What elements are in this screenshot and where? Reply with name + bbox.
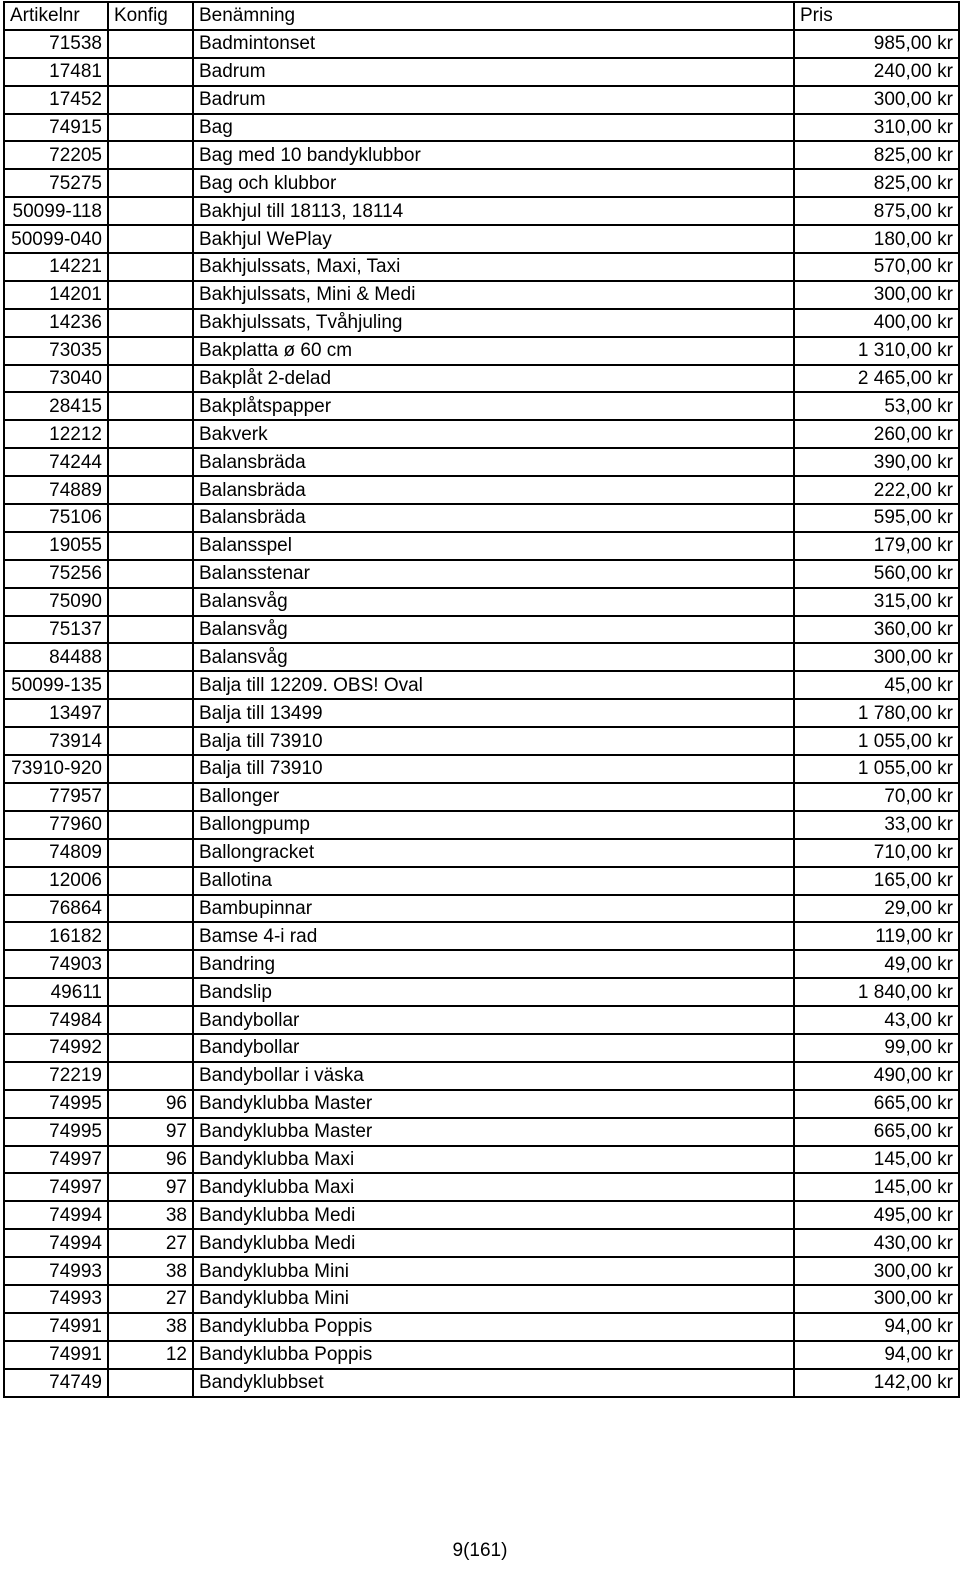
cell-pris: 165,00 kr [794, 867, 959, 895]
cell-konfig [108, 504, 193, 532]
cell-artikelnr: 74994 [4, 1201, 108, 1229]
cell-pris: 400,00 kr [794, 309, 959, 337]
table-row [4, 58, 959, 86]
table-row [4, 197, 959, 225]
cell-artikelnr: 74984 [4, 1006, 108, 1034]
cell-artikelnr: 28415 [4, 392, 108, 420]
table-row [4, 1257, 959, 1285]
cell-benamning: Balja till 13499 [193, 699, 794, 727]
cell-pris: 390,00 kr [794, 448, 959, 476]
cell-benamning: Bandyklubba Poppis [193, 1313, 794, 1341]
table-row [4, 1006, 959, 1034]
cell-konfig [108, 643, 193, 671]
table-row [4, 86, 959, 114]
table-row [4, 141, 959, 169]
table-row [4, 1034, 959, 1062]
cell-pris: 570,00 kr [794, 253, 959, 281]
cell-pris: 94,00 kr [794, 1341, 959, 1369]
cell-benamning: Bandyklubba Mini [193, 1285, 794, 1313]
cell-konfig [108, 1369, 193, 1397]
cell-konfig [108, 950, 193, 978]
table-row [4, 811, 959, 839]
cell-artikelnr: 74993 [4, 1257, 108, 1285]
cell-konfig [108, 448, 193, 476]
cell-pris: 260,00 kr [794, 420, 959, 448]
table-row [4, 1090, 959, 1118]
cell-artikelnr: 74995 [4, 1118, 108, 1146]
cell-benamning: Bakplåt 2-delad [193, 365, 794, 393]
cell-artikelnr: 75106 [4, 504, 108, 532]
cell-konfig [108, 839, 193, 867]
cell-benamning: Bakverk [193, 420, 794, 448]
cell-artikelnr: 72205 [4, 141, 108, 169]
cell-konfig [108, 337, 193, 365]
header-row [4, 2, 959, 30]
cell-pris: 595,00 kr [794, 504, 959, 532]
cell-artikelnr: 75256 [4, 560, 108, 588]
price-list-table [3, 1, 960, 1398]
cell-pris: 495,00 kr [794, 1201, 959, 1229]
cell-konfig: 97 [108, 1118, 193, 1146]
cell-pris: 179,00 kr [794, 532, 959, 560]
cell-benamning: Bandyklubba Medi [193, 1229, 794, 1257]
cell-artikelnr: 19055 [4, 532, 108, 560]
cell-artikelnr: 84488 [4, 643, 108, 671]
cell-artikelnr: 73040 [4, 365, 108, 393]
table-row [4, 727, 959, 755]
cell-artikelnr: 74809 [4, 839, 108, 867]
cell-konfig [108, 141, 193, 169]
cell-benamning: Bandybollar [193, 1034, 794, 1062]
cell-artikelnr: 74991 [4, 1341, 108, 1369]
cell-konfig [108, 365, 193, 393]
cell-benamning: Ballongracket [193, 839, 794, 867]
table-row [4, 588, 959, 616]
cell-artikelnr: 74915 [4, 114, 108, 142]
cell-konfig [108, 197, 193, 225]
cell-artikelnr: 73910-920 [4, 755, 108, 783]
cell-benamning: Bakplåtspapper [193, 392, 794, 420]
cell-artikelnr: 74889 [4, 476, 108, 504]
cell-benamning: Ballonger [193, 783, 794, 811]
cell-pris: 99,00 kr [794, 1034, 959, 1062]
cell-konfig [108, 309, 193, 337]
cell-konfig [108, 560, 193, 588]
cell-pris: 315,00 kr [794, 588, 959, 616]
cell-pris: 490,00 kr [794, 1062, 959, 1090]
cell-benamning: Bandybollar [193, 1006, 794, 1034]
table-row [4, 783, 959, 811]
cell-benamning: Bandring [193, 950, 794, 978]
header-konfig: Konfig [108, 2, 193, 30]
cell-pris: 665,00 kr [794, 1090, 959, 1118]
cell-artikelnr: 50099-118 [4, 197, 108, 225]
cell-artikelnr: 74997 [4, 1173, 108, 1201]
cell-artikelnr: 49611 [4, 978, 108, 1006]
cell-pris: 222,00 kr [794, 476, 959, 504]
cell-artikelnr: 14236 [4, 309, 108, 337]
table-row [4, 532, 959, 560]
cell-benamning: Bandyklubba Master [193, 1118, 794, 1146]
cell-pris: 430,00 kr [794, 1229, 959, 1257]
cell-artikelnr: 74992 [4, 1034, 108, 1062]
cell-artikelnr: 74993 [4, 1285, 108, 1313]
table-row [4, 643, 959, 671]
cell-pris: 665,00 kr [794, 1118, 959, 1146]
cell-pris: 710,00 kr [794, 839, 959, 867]
cell-konfig [108, 114, 193, 142]
cell-pris: 33,00 kr [794, 811, 959, 839]
cell-artikelnr: 13497 [4, 699, 108, 727]
table-row [4, 169, 959, 197]
cell-konfig [108, 588, 193, 616]
cell-konfig [108, 671, 193, 699]
cell-benamning: Balansspel [193, 532, 794, 560]
cell-artikelnr: 74997 [4, 1146, 108, 1174]
cell-benamning: Bambupinnar [193, 895, 794, 923]
table-row [4, 699, 959, 727]
cell-pris: 145,00 kr [794, 1146, 959, 1174]
cell-konfig: 38 [108, 1201, 193, 1229]
cell-benamning: Balansbräda [193, 476, 794, 504]
cell-konfig: 27 [108, 1229, 193, 1257]
cell-pris: 360,00 kr [794, 616, 959, 644]
cell-pris: 1 310,00 kr [794, 337, 959, 365]
table-row [4, 504, 959, 532]
cell-benamning: Bandyklubba Master [193, 1090, 794, 1118]
cell-pris: 825,00 kr [794, 141, 959, 169]
cell-konfig [108, 253, 193, 281]
cell-benamning: Badrum [193, 58, 794, 86]
cell-benamning: Bag [193, 114, 794, 142]
cell-pris: 1 055,00 kr [794, 755, 959, 783]
cell-benamning: Ballotina [193, 867, 794, 895]
cell-benamning: Balansvåg [193, 643, 794, 671]
table-row [4, 114, 959, 142]
table-row [4, 309, 959, 337]
cell-artikelnr: 17481 [4, 58, 108, 86]
cell-pris: 875,00 kr [794, 197, 959, 225]
cell-konfig: 38 [108, 1257, 193, 1285]
table-row [4, 392, 959, 420]
cell-benamning: Bandyklubba Maxi [193, 1146, 794, 1174]
cell-pris: 300,00 kr [794, 1257, 959, 1285]
table-row [4, 281, 959, 309]
cell-konfig [108, 811, 193, 839]
cell-benamning: Bakhjulssats, Tvåhjuling [193, 309, 794, 337]
cell-artikelnr: 72219 [4, 1062, 108, 1090]
cell-benamning: Balja till 12209. OBS! Oval [193, 671, 794, 699]
table-row [4, 1062, 959, 1090]
cell-konfig: 96 [108, 1146, 193, 1174]
cell-benamning: Ballongpump [193, 811, 794, 839]
table-row [4, 867, 959, 895]
header-benamning: Benämning [193, 2, 794, 30]
cell-pris: 825,00 kr [794, 169, 959, 197]
cell-benamning: Badmintonset [193, 30, 794, 58]
cell-konfig [108, 616, 193, 644]
cell-konfig [108, 392, 193, 420]
table-row [4, 1341, 959, 1369]
cell-benamning: Balja till 73910 [193, 727, 794, 755]
cell-pris: 29,00 kr [794, 895, 959, 923]
cell-konfig: 97 [108, 1173, 193, 1201]
cell-benamning: Bakhjulssats, Maxi, Taxi [193, 253, 794, 281]
table-row [4, 1369, 959, 1397]
cell-artikelnr: 74991 [4, 1313, 108, 1341]
cell-konfig [108, 895, 193, 923]
cell-benamning: Bakhjulssats, Mini & Medi [193, 281, 794, 309]
cell-artikelnr: 75090 [4, 588, 108, 616]
cell-artikelnr: 73035 [4, 337, 108, 365]
cell-benamning: Balansvåg [193, 588, 794, 616]
cell-pris: 43,00 kr [794, 1006, 959, 1034]
cell-benamning: Bandyklubba Maxi [193, 1173, 794, 1201]
cell-artikelnr: 14201 [4, 281, 108, 309]
cell-konfig [108, 755, 193, 783]
cell-pris: 1 055,00 kr [794, 727, 959, 755]
cell-pris: 142,00 kr [794, 1369, 959, 1397]
cell-pris: 49,00 kr [794, 950, 959, 978]
table-row [4, 839, 959, 867]
page-number: 9(161) [452, 1540, 508, 1561]
table-row [4, 922, 959, 950]
table-row [4, 225, 959, 253]
table-row [4, 1201, 959, 1229]
cell-benamning: Bakhjul till 18113, 18114 [193, 197, 794, 225]
cell-pris: 94,00 kr [794, 1313, 959, 1341]
cell-artikelnr: 76864 [4, 895, 108, 923]
cell-pris: 145,00 kr [794, 1173, 959, 1201]
cell-artikelnr: 74903 [4, 950, 108, 978]
header-pris: Pris [794, 2, 959, 30]
cell-artikelnr: 74994 [4, 1229, 108, 1257]
header-artikelnr: Artikelnr [4, 2, 108, 30]
cell-konfig: 38 [108, 1313, 193, 1341]
table-row [4, 30, 959, 58]
cell-artikelnr: 74749 [4, 1369, 108, 1397]
cell-artikelnr: 75275 [4, 169, 108, 197]
cell-konfig: 12 [108, 1341, 193, 1369]
cell-benamning: Balansvåg [193, 616, 794, 644]
cell-artikelnr: 17452 [4, 86, 108, 114]
table-row [4, 1118, 959, 1146]
table-row [4, 1146, 959, 1174]
cell-pris: 1 780,00 kr [794, 699, 959, 727]
cell-pris: 119,00 kr [794, 922, 959, 950]
cell-konfig [108, 281, 193, 309]
cell-pris: 300,00 kr [794, 643, 959, 671]
cell-konfig [108, 978, 193, 1006]
cell-artikelnr: 73914 [4, 727, 108, 755]
cell-benamning: Bag med 10 bandyklubbor [193, 141, 794, 169]
table-row [4, 253, 959, 281]
table-row [4, 560, 959, 588]
table-row [4, 448, 959, 476]
cell-konfig [108, 922, 193, 950]
cell-benamning: Badrum [193, 86, 794, 114]
cell-artikelnr: 74995 [4, 1090, 108, 1118]
cell-konfig [108, 169, 193, 197]
cell-konfig [108, 420, 193, 448]
cell-benamning: Bag och klubbor [193, 169, 794, 197]
cell-konfig [108, 58, 193, 86]
table-row [4, 420, 959, 448]
table-row [4, 1285, 959, 1313]
table-row [4, 365, 959, 393]
cell-pris: 300,00 kr [794, 281, 959, 309]
table-row [4, 616, 959, 644]
table-body [4, 30, 959, 1397]
table-row [4, 476, 959, 504]
cell-konfig [108, 476, 193, 504]
cell-benamning: Bandyklubbset [193, 1369, 794, 1397]
cell-pris: 45,00 kr [794, 671, 959, 699]
table-row [4, 671, 959, 699]
cell-benamning: Bandyklubba Medi [193, 1201, 794, 1229]
cell-artikelnr: 50099-040 [4, 225, 108, 253]
table-row [4, 978, 959, 1006]
cell-artikelnr: 75137 [4, 616, 108, 644]
cell-artikelnr: 74244 [4, 448, 108, 476]
cell-benamning: Bakhjul WePlay [193, 225, 794, 253]
cell-pris: 300,00 kr [794, 1285, 959, 1313]
cell-benamning: Bandyklubba Poppis [193, 1341, 794, 1369]
cell-konfig [108, 1062, 193, 1090]
cell-benamning: Balansstenar [193, 560, 794, 588]
cell-artikelnr: 50099-135 [4, 671, 108, 699]
table-row [4, 950, 959, 978]
cell-benamning: Bandyklubba Mini [193, 1257, 794, 1285]
cell-pris: 53,00 kr [794, 392, 959, 420]
cell-konfig [108, 727, 193, 755]
cell-konfig [108, 699, 193, 727]
cell-benamning: Balja till 73910 [193, 755, 794, 783]
cell-konfig [108, 30, 193, 58]
cell-konfig [108, 532, 193, 560]
cell-konfig: 27 [108, 1285, 193, 1313]
cell-pris: 2 465,00 kr [794, 365, 959, 393]
table-row [4, 337, 959, 365]
table-row [4, 1313, 959, 1341]
cell-artikelnr: 77957 [4, 783, 108, 811]
cell-konfig [108, 86, 193, 114]
cell-artikelnr: 12212 [4, 420, 108, 448]
cell-benamning: Bamse 4-i rad [193, 922, 794, 950]
cell-benamning: Bandybollar i väska [193, 1062, 794, 1090]
cell-artikelnr: 14221 [4, 253, 108, 281]
table-row [4, 895, 959, 923]
cell-konfig [108, 783, 193, 811]
cell-pris: 300,00 kr [794, 86, 959, 114]
table-row [4, 1173, 959, 1201]
cell-benamning: Bandslip [193, 978, 794, 1006]
table-row [4, 755, 959, 783]
cell-benamning: Balansbräda [193, 448, 794, 476]
cell-konfig [108, 1006, 193, 1034]
cell-artikelnr: 12006 [4, 867, 108, 895]
cell-benamning: Balansbräda [193, 504, 794, 532]
cell-pris: 560,00 kr [794, 560, 959, 588]
cell-konfig: 96 [108, 1090, 193, 1118]
cell-pris: 240,00 kr [794, 58, 959, 86]
cell-benamning: Bakplatta ø 60 cm [193, 337, 794, 365]
cell-pris: 1 840,00 kr [794, 978, 959, 1006]
cell-artikelnr: 77960 [4, 811, 108, 839]
cell-pris: 985,00 kr [794, 30, 959, 58]
cell-konfig [108, 867, 193, 895]
cell-konfig [108, 225, 193, 253]
cell-pris: 180,00 kr [794, 225, 959, 253]
cell-artikelnr: 71538 [4, 30, 108, 58]
cell-pris: 310,00 kr [794, 114, 959, 142]
cell-pris: 70,00 kr [794, 783, 959, 811]
cell-artikelnr: 16182 [4, 922, 108, 950]
cell-konfig [108, 1034, 193, 1062]
table-row [4, 1229, 959, 1257]
